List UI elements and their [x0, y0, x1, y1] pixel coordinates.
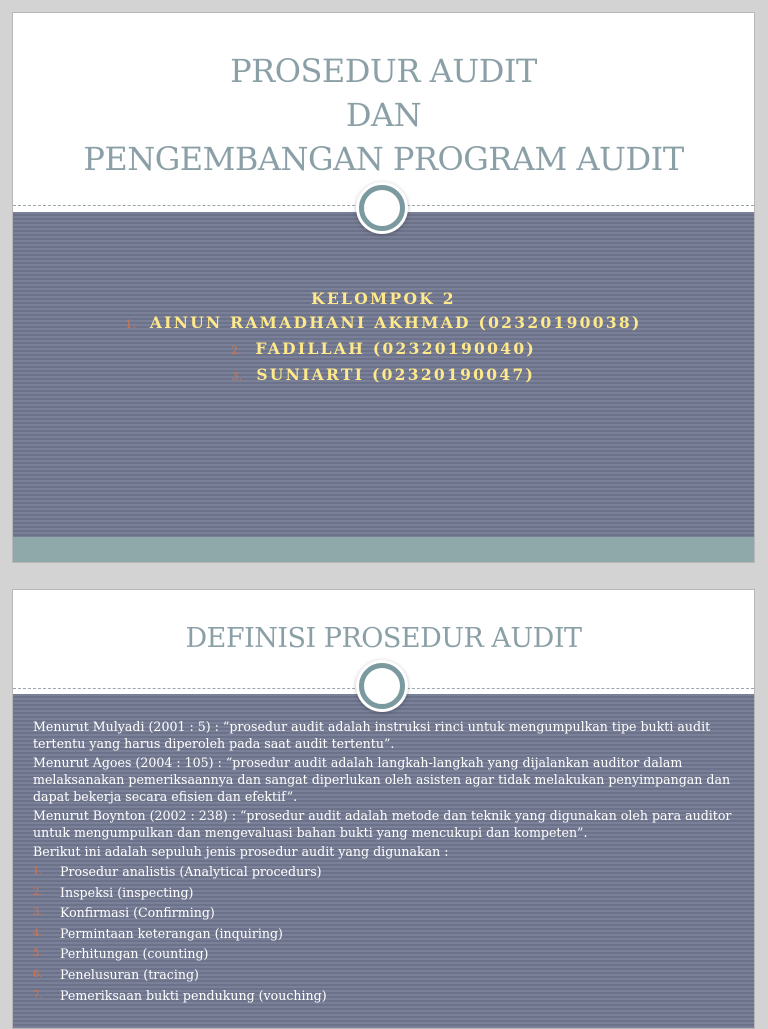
presentation-title	[13, 13, 754, 181]
list-text: Pemeriksaan bukti pendukung (vouching)	[60, 987, 327, 1003]
list-item	[33, 903, 738, 924]
list-text: Penelusuran (tracing)	[60, 966, 199, 982]
list-item	[33, 862, 738, 883]
member-name: SUNIARTI (02320190047)	[256, 365, 536, 384]
list-text: Perhitungan (counting)	[60, 946, 209, 962]
list-item	[33, 965, 738, 986]
member-name: FADILLAH (02320190040)	[255, 339, 537, 358]
list-number: 6.	[33, 968, 43, 980]
title-line: PROSEDUR AUDIT	[230, 52, 537, 90]
slide-title: DEFINISI PROSEDUR AUDIT	[185, 623, 582, 654]
slide-body	[13, 694, 754, 1028]
member-number: 1.	[125, 318, 136, 331]
slide-title-header	[13, 13, 754, 205]
member-item	[13, 337, 754, 363]
list-item	[33, 944, 738, 965]
list-item	[33, 883, 738, 904]
list-text: Konfirmasi (Confirming)	[60, 905, 215, 921]
definition-paragraph: Menurut Boynton (2002 : 238) : “prosedur audit adalah metode dan teknik yang digunakan oleh para auditor untuk mengumpulkan dan mengevaluasi bahan bukti yang mencukupi dan kompeten”.	[33, 808, 732, 840]
circle-ornament-icon	[359, 663, 405, 709]
member-item	[13, 311, 754, 337]
title-line: DAN	[345, 96, 422, 134]
definition-paragraph: Menurut Agoes (2004 : 105) : “prosedur audit adalah langkah-langkah yang dijalankan auditor dalam melaksanakan pemeriksaannya dan sangat diperlukan oleh asisten agar tidak melakukan penyimpangan dan dapat bekerja secara efisien dan efektif”.	[33, 755, 731, 804]
list-text: Prosedur analistis (Analytical procedurs)	[60, 864, 322, 879]
group-members	[13, 287, 754, 389]
list-number: 1.	[33, 866, 43, 877]
group-label: KELOMPOK 2	[311, 289, 456, 308]
procedure-list	[33, 862, 738, 1006]
footer-bar	[13, 537, 754, 563]
slide-definition	[12, 589, 755, 1029]
list-number: 4.	[33, 927, 43, 939]
list-number: 5.	[33, 948, 43, 960]
member-number: 2.	[230, 344, 242, 357]
list-text: Permintaan keterangan (inquiring)	[60, 925, 283, 941]
list-number: 3.	[33, 907, 43, 919]
slide-body	[13, 212, 754, 537]
definition-paragraph: Menurut Mulyadi (2001 : 5) : “prosedur audit adalah instruksi rinci untuk mengumpulkan tipe bukti audit tertentu yang harus diperoleh pada saat audit tertentu”.	[33, 719, 711, 751]
definition-paragraph: Berikut ini adalah sepuluh jenis prosedur audit yang digunakan :	[33, 844, 449, 859]
circle-ornament-icon	[359, 185, 405, 231]
member-number: 3.	[231, 370, 243, 383]
slide-title	[12, 12, 755, 563]
member-item	[13, 363, 754, 389]
list-text: Inspeksi (inspecting)	[60, 884, 194, 900]
list-number: 2.	[33, 886, 43, 898]
list-number: 7.	[33, 989, 43, 1001]
list-item	[33, 986, 738, 1007]
list-item	[33, 924, 738, 945]
member-name: AINUN RAMADHANI AKHMAD (02320190038)	[149, 313, 642, 332]
definition-content	[33, 718, 738, 1006]
title-line: PENGEMBANGAN PROGRAM AUDIT	[83, 140, 684, 178]
